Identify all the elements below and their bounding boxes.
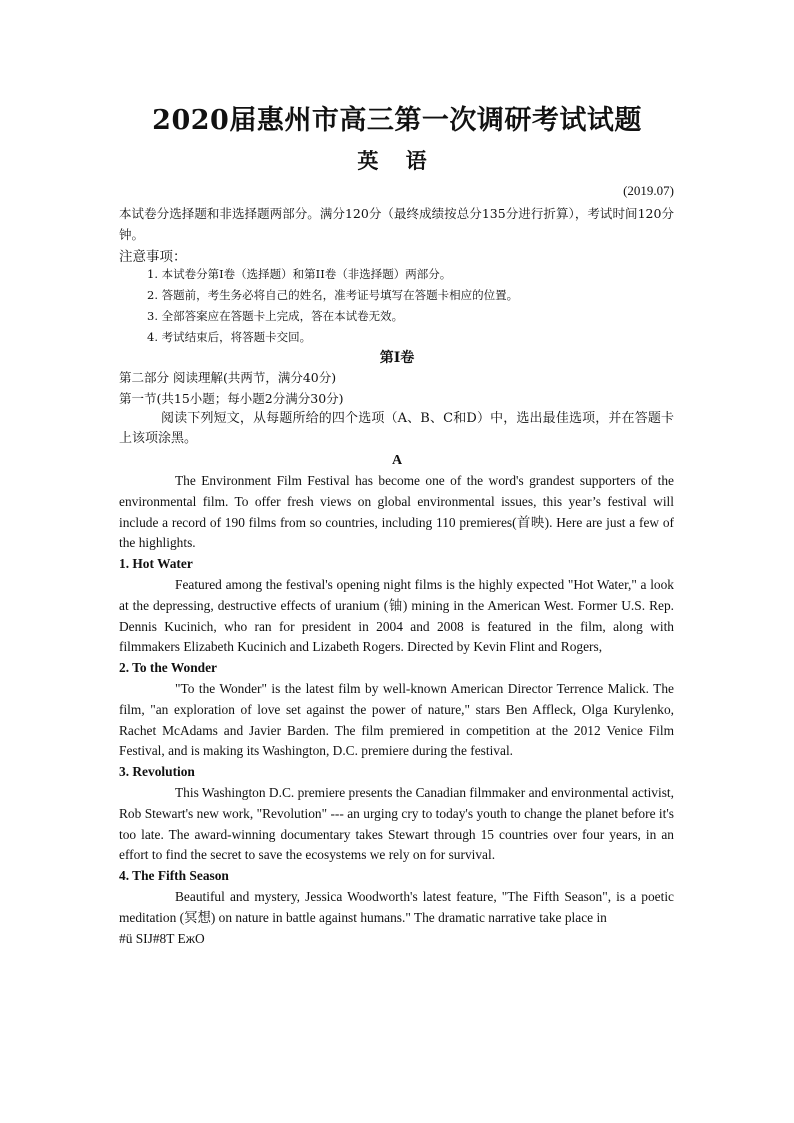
notes-item: 3. 全部答案应在答题卡上完成，答在本试卷无效。: [147, 309, 404, 323]
film-heading: 4. The Fifth Season: [119, 868, 229, 884]
reading-instruction: 阅读下列短文，从每题所给的四个选项（A、B、C和D）中，选出最佳选项，并在答题卡上该项涂黑。: [119, 411, 674, 446]
film-description: Beautiful and mystery, Jessica Woodworth's latest feature, "The Fifth Season", is a poetic meditation (冥想) on nature in battle against humans." The dramatic narrative take place in: [119, 888, 674, 925]
exam-date: (2019.07): [623, 183, 674, 198]
subject-title: 英 语: [357, 148, 437, 173]
film-heading: 2. To the Wonder: [119, 660, 217, 676]
notes-item: 2. 答题前，考生务必将自己的姓名，准考证号填写在答题卡相应的位置。: [147, 288, 519, 302]
film-description: This Washington D.C. premiere presents the Canadian filmmaker and environmental activist, Rob Stewart's new work, "Revolution" --- an urging cry to today's youth to change the planet before it's too late. The award-winning documentary takes Stewart through 15 countries over four years, in an effort to find the secret to save the ecosystems we rely on for survival.: [119, 784, 674, 863]
notes-list: [147, 264, 687, 348]
passage-label: A: [391, 453, 403, 468]
notes-item: 1. 本试卷分第I卷（选择题）和第II卷（非选择题）两部分。: [147, 267, 452, 281]
film-description: "To the Wonder" is the latest film by well-known American Director Terrence Malick. The film, "an exploration of love set against the power of nature," stars Ben Affleck, Olga Kurylenko, Rachet McAdams and Javier Barden. The film premiered in competition at the 2012 Venice Film Festival, and is making its Washington, D.C. premiere during the festival.: [119, 680, 674, 759]
notes-item: 4. 考试结束后，将答题卡交回。: [147, 330, 312, 344]
passage-intro-paragraph: The Environment Film Festival has become one of the word's grandest supporters of the environmental film. To offer fresh views on global environmental issues, this year’s festival will include a record of 190 films from so countries, including 110 premieres(首映). Here are just a few of the highlights.: [119, 473, 674, 551]
section-heading: 第一节(共15小题；每小题2分满分30分): [119, 391, 344, 406]
film-heading: 3. Revolution: [119, 764, 195, 780]
garbled-text-line: #ü SIJ#8T EжO: [119, 930, 205, 946]
part-heading: 第二部分 阅读理解(共两节，满分40分): [119, 370, 337, 385]
film-description: Featured among the festival's opening night films is the highly expected "Hot Water," a look at the depressing, destructive effects of uranium (铀) mining in the American West. Former U.S. Rep. Dennis Kucinich, who ran for president in 2004 and 2008 is featured in the film, along with filmmakers Elizabeth Kucinich and Lizabeth Rogers. Directed by Kevin Flint and Rogers,: [119, 576, 674, 655]
volume-heading: 第I卷: [379, 350, 415, 366]
passage-body: [119, 471, 674, 949]
film-heading: 1. Hot Water: [119, 556, 193, 572]
exam-intro: 本试卷分选择题和非选择题两部分。满分120分（最终成绩按总分135分进行折算），考试时间120分钟。: [119, 206, 674, 242]
notes-heading: 注意事项：: [119, 249, 187, 265]
exam-title: 2020届惠州市高三第一次调研考试试题: [152, 105, 642, 136]
